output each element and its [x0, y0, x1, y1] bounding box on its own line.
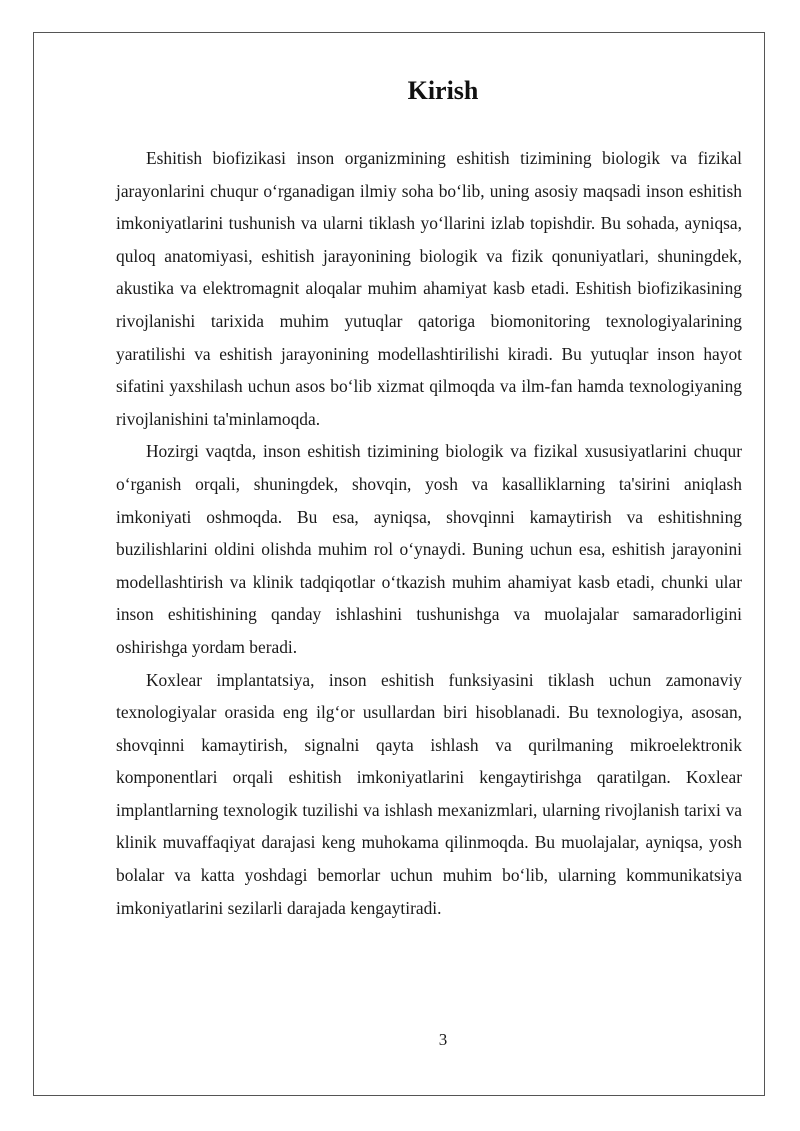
page-number: 3 — [438, 1030, 448, 1049]
paragraph-2: Hozirgi vaqtda, inson eshitish tizimining biologik va fizikal xususiyatlarini chuqur o‘rganish orqali, shuningdek, shovqin, yosh va kasalliklarning ta'sirini aniqlash imkoniyati oshmoqda. Bu esa, ayniqsa, shovqinni kamaytirish va eshitishning buzilishlarini oldini olishda muhim rol o‘ynaydi. Buning uchun esa, eshitish jarayonini modellashtirish va klinik tadqiqotlar o‘tkazish muhim ahamiyat kasb etadi, chunki ular inson eshitishining qanday ishlashini tushunishga va muolajalar samaradorligini oshirishga yordam beradi. — [116, 441, 742, 657]
page-title: Kirish — [407, 76, 479, 105]
paragraph-1: Eshitish biofizikasi inson organizmining eshitish tizimining biologik va fizikal jarayonlarini chuqur o‘rganadigan ilmiy soha bo‘lib, uning asosiy maqsadi inson eshitish imkoniyatlarini tushunish va ularni tiklash yo‘llarini izlab topishdir. Bu sohada, ayniqsa, quloq anatomiyasi, eshitish jarayonining biologik va fizik qonuniyatlari, shuningdek, akustika va elektromagnit aloqalar muhim ahamiyat kasb etadi. Eshitish biofizikasining rivojlanishi tarixida muhim yutuqlar qatoriga biomonitoring texnologiyalarining yaratilishi va eshitish jarayonining modellashtirilishi kiradi. Bu yutuqlar inson hayot sifatini yaxshilash uchun asos bo‘lib xizmat qilmoqda va ilm-fan hamda texnologiyaning rivojlanishini ta'minlamoqda. — [116, 148, 742, 429]
body-text — [116, 142, 742, 924]
paragraph-3: Koxlear implantatsiya, inson eshitish funksiyasini tiklash uchun zamonaviy texnologiyalar orasida eng ilg‘or usullardan biri hisoblanadi. Bu texnologiya, asosan, shovqinni kamaytirish, signalni qayta ishlash va qurilmaning mikroelektronik komponentlari orqali eshitish imkoniyatlarini kengaytirishga qaratilgan. Koxlear implantlarning texnologik tuzilishi va ishlash mexanizmlari, ularning rivojlanish tarixi va klinik muvaffaqiyat darajasi keng muhokama qilinmoqda. Bu muolajalar, ayniqsa, yosh bolalar va katta yoshdagi bemorlar uchun muhim bo‘lib, ularning kommunikatsiya imkoniyatlarini sezilarli darajada kengaytiradi. — [116, 669, 742, 918]
